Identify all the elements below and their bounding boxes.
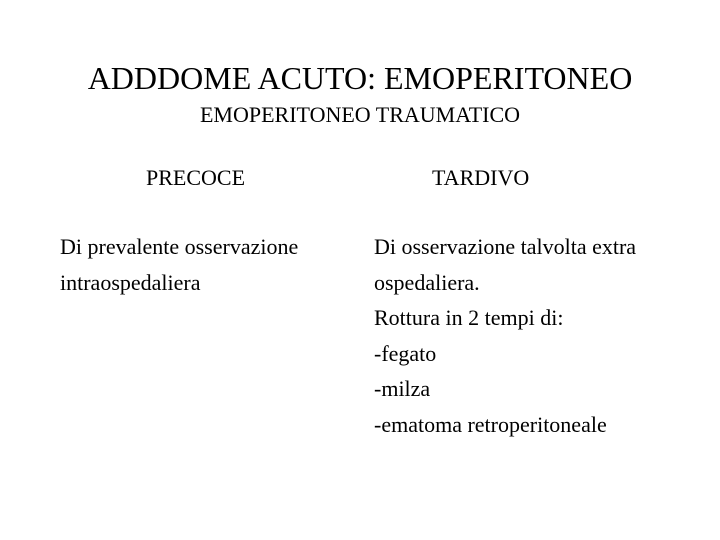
list-item-ematoma: -ematoma retroperitoneale <box>374 411 607 437</box>
list-item-milza: -milza <box>374 376 431 401</box>
body-line: intraospedaliera <box>60 269 201 295</box>
column-heading-precoce: PRECOCE <box>146 165 246 190</box>
body-line: ospedaliera. <box>374 269 480 295</box>
slide-subtitle: EMOPERITONEO TRAUMATICO <box>199 102 521 127</box>
column-body-precoce <box>60 229 340 300</box>
body-line: Rottura in 2 tempi di: <box>374 305 564 330</box>
list-item-fegato: -fegato <box>374 340 437 366</box>
body-line: Di osservazione talvolta extra <box>374 234 637 259</box>
column-heading-tardivo: TARDIVO <box>432 165 530 190</box>
body-line: Di prevalente osservazione <box>60 234 299 259</box>
slide-title: ADDDOME ACUTO: EMOPERITONEO <box>87 60 633 96</box>
column-body-tardivo <box>374 229 684 442</box>
